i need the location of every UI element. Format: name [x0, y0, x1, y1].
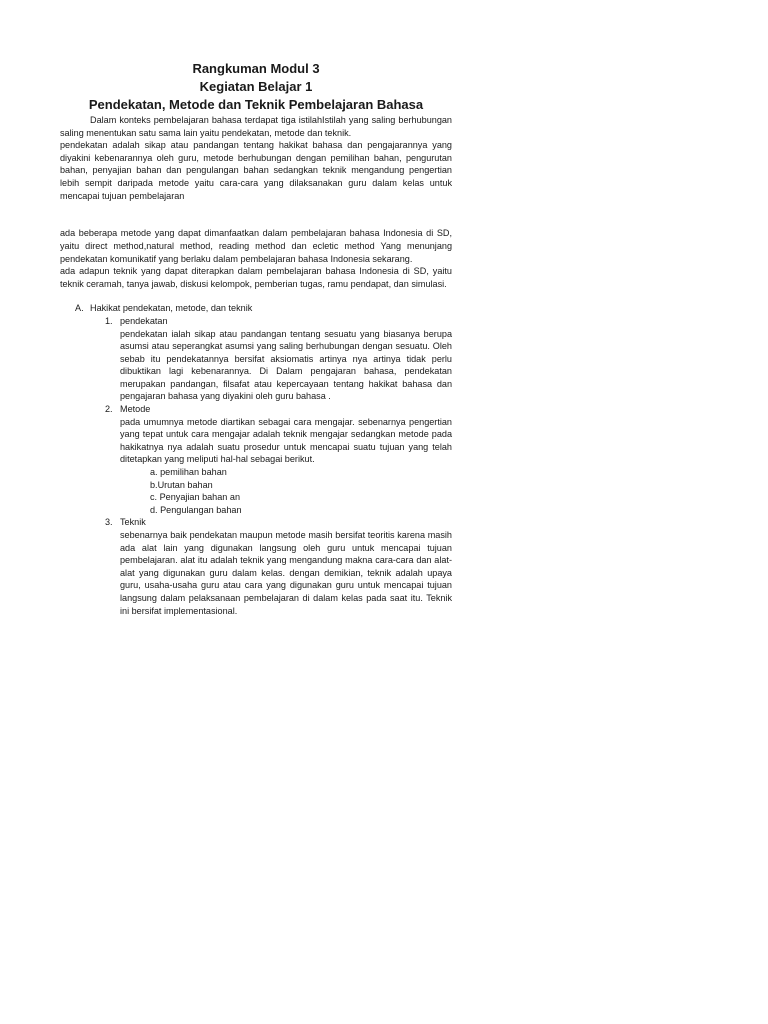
section-heading-text: Hakikat pendekatan, metode, dan teknik: [90, 303, 253, 314]
list-label: Teknik: [120, 517, 146, 528]
sub-list-item: b.Urutan bahan: [150, 479, 213, 490]
document-title: Rangkuman Modul 3: [192, 61, 320, 76]
methods-paragraph: ada beberapa metode yang dapat dimanfaatkan dalam pembelajaran bahasa Indonesia di SD, yaitu direct method,natural method, reading method dan ecletic method Yang menunjang pendekatan komunikatif yang berlaku dalam pembelajaran bahasa Indonesia sekarang.: [60, 228, 452, 264]
section-a-heading: [60, 302, 452, 315]
document-page: [60, 60, 452, 617]
list-number: 3.: [105, 517, 113, 528]
document-subtitle: Kegiatan Belajar 1: [199, 79, 313, 94]
intro-paragraph-1: Dalam konteks pembelajaran bahasa terdapat tiga istilahIstilah yang saling berhubungan saling menentukan satu sama lain yaitu pendekatan, metode dan teknik.: [60, 115, 452, 138]
list-number: 2.: [105, 404, 113, 415]
list-item-body: [120, 416, 452, 466]
techniques-paragraph: ada adapun teknik yang dapat diterapkan dalam pembelajaran bahasa Indonesia di SD, yaitu teknik ceramah, tanya jawab, diskusi kelompok, pemberian tugas, ramu pendapat, dan simulasi.: [60, 266, 452, 289]
section-a: [60, 302, 452, 617]
paragraph-gap: [60, 215, 452, 228]
list-item-body: [120, 529, 452, 617]
paragraph-gap: [60, 202, 452, 215]
sub-list-item: a. pemilihan bahan: [150, 467, 227, 478]
sub-list-item: d. Pengulangan bahan: [150, 504, 242, 515]
sub-list-item: c. Penyajian bahan an: [150, 492, 240, 503]
metode-sub-list: [150, 466, 452, 516]
list-label: Metode: [120, 404, 151, 415]
list-item-heading: [60, 516, 452, 529]
metode-body: pada umumnya metode diartikan sebagai cara mengajar. sebenarnya pengertian yang tepat untuk cara mengajar adalah teknik mengajar sedangkan metode pada hakikatnya nya adalah suatu prosedur untuk mencapai suatu tujuan yang telah ditetapkan yang meliputi hal-hal sebagai berikut.: [120, 416, 452, 465]
pendekatan-body: pendekatan ialah sikap atau pandangan tentang sesuatu yang biasanya berupa asumsi atau seperangkat asumsi yang saling berhubungan dengan sesuatu. Oleh sebab itu pendekatannya bersifat aksiomatis artinya nya artinya tidak perlu dibuktikan lagi kebenarannya. Di Dalam pengajaran bahasa, pendekatan merupakan pandangan, filsafat atau kepercayaan tentang hakikat bahasa dan pengajaran bahasa yang diyakini oleh guru bahasa .: [120, 328, 452, 402]
list-item-heading: [60, 315, 452, 328]
document-topic-title: Pendekatan, Metode dan Teknik Pembelajaran Bahasa: [88, 97, 424, 112]
list-label: pendekatan: [120, 315, 168, 326]
list-item-body: [120, 328, 452, 404]
list-number: 1.: [105, 315, 113, 326]
teknik-body: sebenarnya baik pendekatan maupun metode masih bersifat teoritis karena masih ada alat lain yang digunakan langsung oleh guru untuk mencapai tujuan pembelajaran. alat itu adalah teknik yang mengandung makna cara-cara dan alat-alat yang digunakan guru dalam kelas. dengan demikian, teknik adalah upaya guru, usaha-usaha guru atau cara yang digunakan guru untuk mencapai tujuan langsung dalam pelaksanaan pembelajaran di dalam kelas pada saat itu. Teknik ini bersifat implementasional.: [120, 530, 452, 616]
section-marker: A.: [75, 303, 84, 314]
list-item-heading: [60, 403, 452, 416]
title-block: [60, 60, 452, 114]
intro-paragraph-2: pendekatan adalah sikap atau pandangan tentang hakikat bahasa dan pengajarannya yang diyakini kebenarannya oleh guru, metode berhubungan dengan pemilihan bahan, pengurutan bahan, penyajian bahan dan pengulangan bahan sedangkan teknik mengandung pengertian lebih sempit daripada metode yaitu cara-cara yang dilaksanakan guru dalam kelas untuk mencapai tujuan pembelajaran: [60, 140, 452, 201]
